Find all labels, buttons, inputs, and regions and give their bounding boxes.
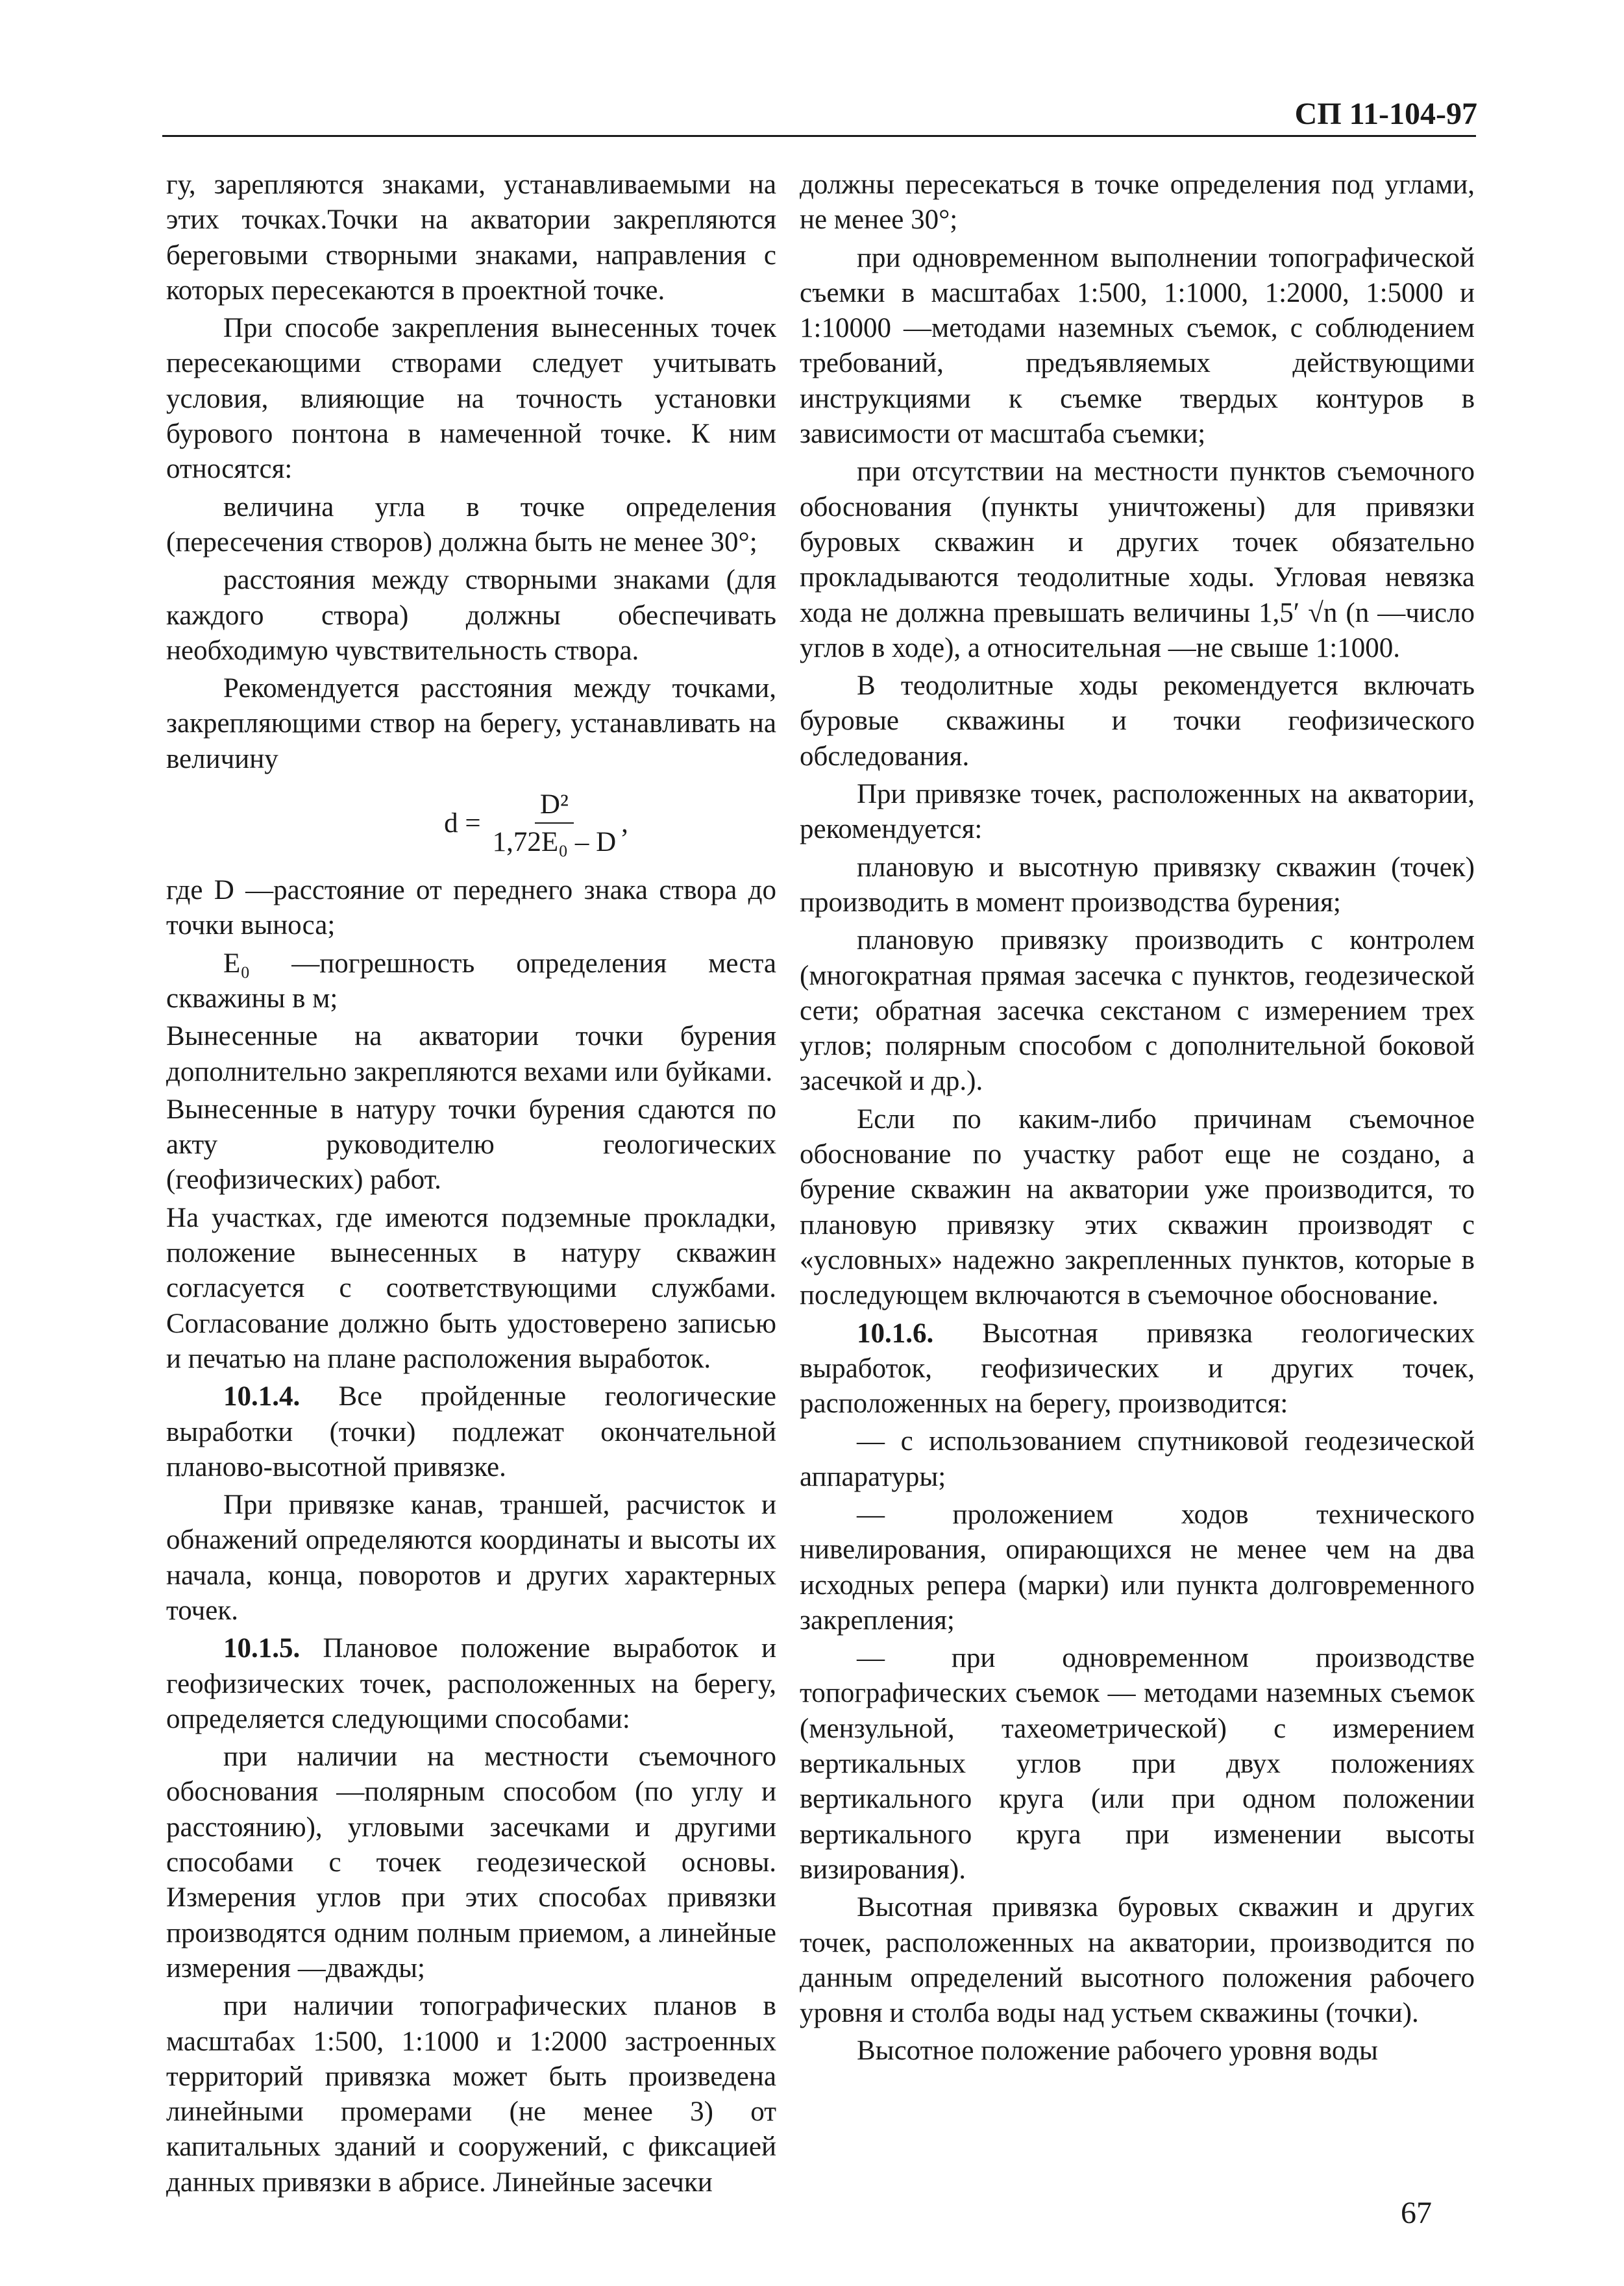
section-number: 10.1.6.	[857, 1318, 934, 1349]
paragraph: при наличии топографических планов в масштабах 1:500, 1:1000 и 1:2000 застроенных территорий привязка может быть произведена линейными промерами (не менее 3) от капитальных зданий и сооружений, с фиксацией данных привязки в абрисе. Линейные засечки	[166, 1991, 776, 2198]
formula-denominator: 1,72E₀ – D	[492, 827, 617, 858]
paragraph: Высотная привязка буровых скважин и других точек, расположенных на акватории, производится по данным определений высотного положения рабочего уровня и столба воды над устьем скважины (точки).	[800, 1892, 1475, 2029]
distance-formula	[296, 789, 776, 859]
document-code: СП 11-104-97	[1294, 97, 1477, 131]
header-rule	[162, 135, 1476, 137]
section-text: Все пройденные геологические выработки (точки) подлежат окончательной планово-высотной привязке.	[166, 1381, 776, 1482]
paragraph: E₀ —погрешность определения места скважины в м;	[166, 948, 776, 1014]
section-text: Высотная привязка геологических выработок, геофизических и других точек, расположенных на берегу, производится:	[800, 1318, 1475, 1420]
paragraph: гу, зарепляются знаками, устанавливаемыми на этих точках.Точки на акватории закрепляются береговыми створными знаками, направления с которых пересекаются в проектной точке.	[166, 169, 776, 306]
section-paragraph	[166, 1631, 776, 1737]
paragraph: где D —расстояние от переднего знака створа до точки выноса;	[166, 875, 776, 941]
formula-fraction	[487, 789, 622, 859]
paragraph: расстояния между створными знаками (для каждого створа) должны обеспечивать необходимую чувствительность створа.	[166, 565, 776, 666]
paragraph: При способе закрепления вынесенных точек пересекающими створами следует учитывать условия, влияющие на точность установки бурового понтона в намеченной точке. К ним относятся:	[166, 313, 776, 485]
paragraph: Если по каким-либо причинам съемочное обоснование по участку работ еще не создано, а бурение скважин на акватории уже производится, то плановую привязку этих скважин производят с «условных» надежно закрепленных пунктов, которые в последующем включаются в съемочное обоснование.	[800, 1103, 1475, 1311]
paragraph: при одновременном выполнении топографической съемки в масштабах 1:500, 1:1000, 1:2000, 1:5000 и 1:10000 —методами наземных съемок, с соблюдением требований, предъявляемых действующими инструкциями к съемке твердых контуров в зависимости от масштаба съемки;	[800, 242, 1475, 450]
paragraph: При привязке точек, расположенных на акватории, рекомендуется:	[800, 779, 1475, 845]
formula-lhs: d =	[444, 808, 481, 839]
paragraph: должны пересекаться в точке определения под углами, не менее 30°;	[800, 169, 1475, 236]
paragraph: Высотное положение рабочего уровня воды	[857, 2035, 1378, 2067]
formula-numerator: D²	[535, 789, 574, 824]
paragraph: при наличии на местности съемочного обоснования —полярным способом (по углу и расстоянию), угловыми засечками и другими способами с точек геодезической основы. Измерения углов при этих способах привязки производятся одним полным приемом, а линейные измерения —дважды;	[166, 1741, 776, 1984]
section-paragraph	[166, 1379, 776, 1485]
paragraph: В теодолитные ходы рекомендуется включать буровые скважины и точки геофизического обследования.	[800, 670, 1475, 772]
section-paragraph	[800, 1316, 1475, 1422]
page-number: 67	[1401, 2196, 1432, 2230]
formula-trail: ,	[621, 808, 628, 839]
paragraph: плановую привязку производить с контролем (многократная прямая засечка с пунктов, геодезической сети; обратная засечка секстаном с измерением трех углов; полярным способом с дополнительной боковой засечкой и др.).	[800, 925, 1475, 1097]
paragraph: величина угла в точке определения (пересечения створов) должна быть не менее 30°;	[166, 491, 776, 558]
paragraph: Рекомендуется расстояния между точками, закрепляющими створ на берегу, устанавливать на величину	[166, 673, 776, 774]
section-number: 10.1.4.	[223, 1381, 301, 1412]
paragraph: плановую и высотную привязку скважин (точек) производить в момент производства бурения;	[800, 852, 1475, 918]
paragraph: — проложением ходов технического нивелирования, опирающихся не менее чем на два исходных репера (марки) или пункта долговременного закрепления;	[800, 1499, 1475, 1636]
left-column	[166, 167, 776, 2203]
paragraph: Вынесенные на акватории точки бурения дополнительно закрепляются вехами или буйками.	[166, 1021, 776, 1087]
right-column	[800, 167, 1475, 2072]
paragraph: — при одновременном производстве топографических съемок — методами наземных съемок (мензульной, тахеометрической) с измерением вертикальных углов при двух положениях вертикального круга (или при одном положении вертикального круга при изменении высоты визирования).	[800, 1643, 1475, 1885]
paragraph: Вынесенные в натуру точки бурения сдаются по акту руководителю геологических (геофизических) работ.	[166, 1094, 776, 1196]
paragraph: — с использованием спутниковой геодезической аппаратуры;	[800, 1426, 1475, 1492]
paragraph: при отсутствии на местности пунктов съемочного обоснования (пункты уничтожены) для привязки буровых скважин и других точек обязательно прокладываются теодолитные ходы. Угловая невязка хода не должна превышать величины 1,5′ √n (n —число углов в ходе), а относительная —не свыше 1:1000.	[800, 456, 1475, 663]
paragraph: На участках, где имеются подземные прокладки, положение вынесенных в натуру скважин согласуется с соответствующими службами. Согласование должно быть удостоверено записью и печатью на плане расположения выработок.	[166, 1202, 776, 1374]
paragraph: При привязке канав, траншей, расчисток и обнажений определяются координаты и высоты их начала, конца, поворотов и других характерных точек.	[166, 1490, 776, 1626]
section-text: Плановое положение выработок и геофизических точек, расположенных на берегу, определяется следующими способами:	[166, 1633, 776, 1734]
section-number: 10.1.5.	[223, 1633, 301, 1664]
